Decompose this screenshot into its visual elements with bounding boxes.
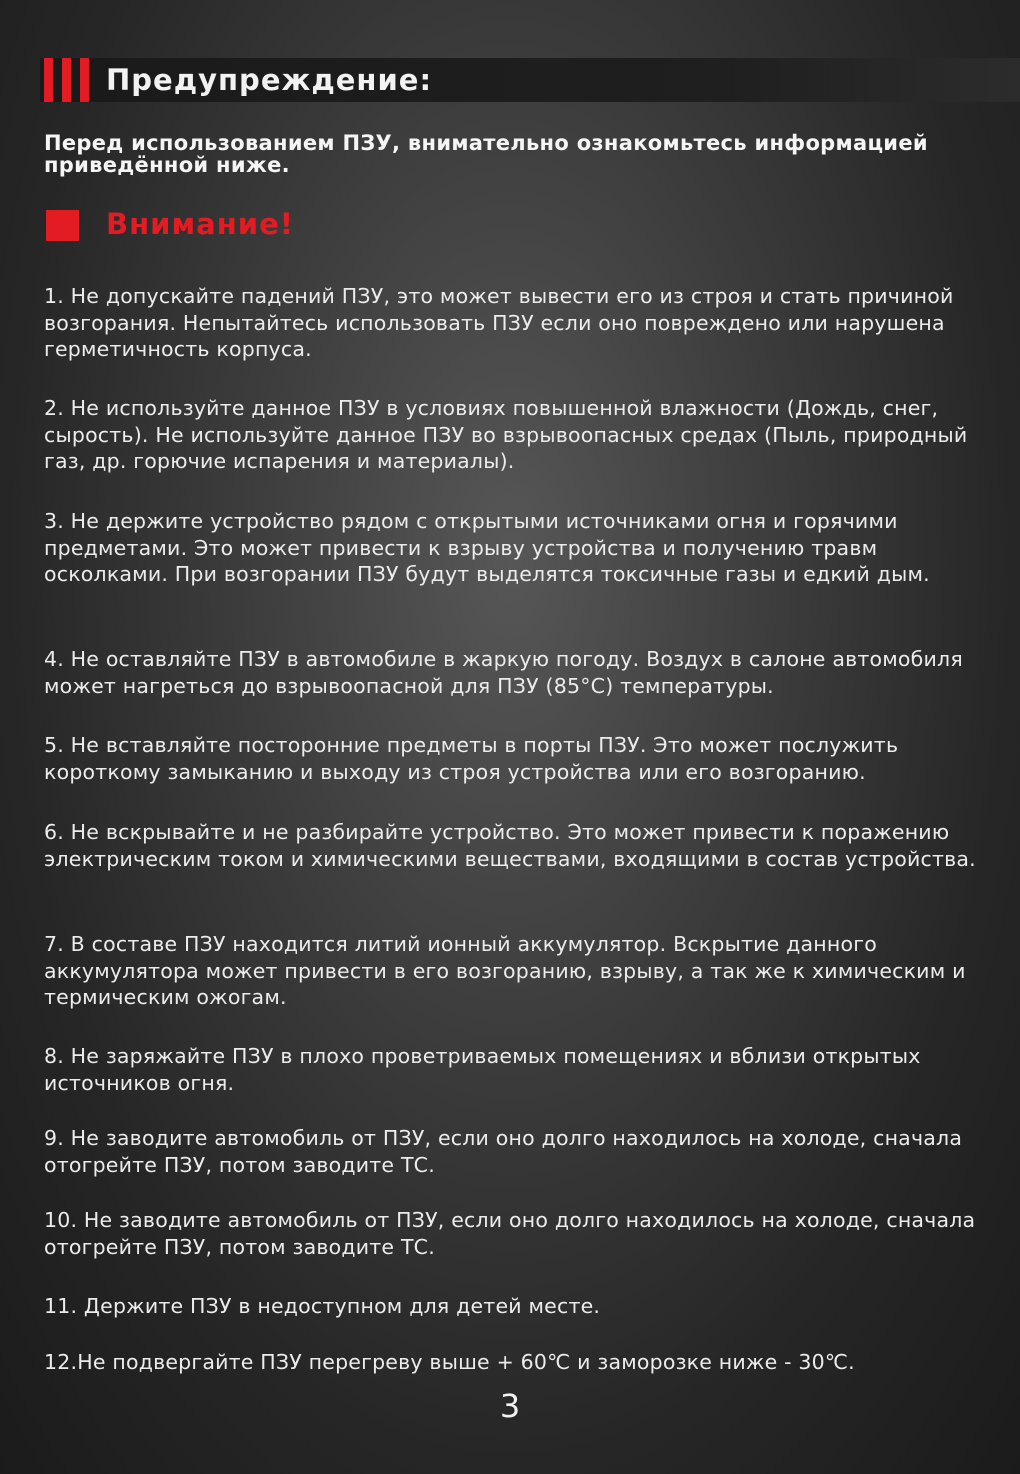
warning-item-9: 9. Не заводите автомобиль от ПЗУ, если оно долго находилось на холоде, сначала отогрейте ПЗУ, потом заводите ТС. <box>44 1126 963 1177</box>
warning-item-10: 10. Не заводите автомобиль от ПЗУ, если оно долго находилось на холоде, сначала отогрейте ПЗУ, потом заводите ТС. <box>44 1208 976 1259</box>
warning-item-5: 5. Не вставляйте посторонние предметы в порты ПЗУ. Это может послужить короткому замыканию и выходу из строя устройства или его возгоранию. <box>44 733 899 784</box>
stripe-1 <box>44 58 53 102</box>
warning-item-11: 11. Держите ПЗУ в недоступном для детей месте. <box>44 1294 601 1318</box>
warning-item-2: 2. Не используйте данное ПЗУ в условиях повышенной влажности (Дождь, снег, сырость). Не используйте данное ПЗУ во взрывоопасных средах (Пыль, природный газ, др. горючие испарения и материалы). <box>44 396 968 473</box>
warning-item-1: 1. Не допускайте падений ПЗУ, это может вывести его из строя и стать причиной возгорания. Непытайтесь использовать ПЗУ если оно повреждено или нарушена герметичность корпуса. <box>44 284 954 361</box>
warning-item-6: 6. Не вскрывайте и не разбирайте устройство. Это может привести к поражению электрическим током и химическими веществами, входящими в состав устройства. <box>44 820 976 871</box>
warning-item-12: 12.Не подвергайте ПЗУ перегреву выше + 60℃ и заморозке ниже - 30℃. <box>44 1350 855 1374</box>
warning-item-8: 8. Не заряжайте ПЗУ в плохо проветриваемых помещениях и вблизи открытых источников огня. <box>44 1044 921 1095</box>
stripe-3 <box>80 58 89 102</box>
warning-item-7: 7. В составе ПЗУ находится литий ионный аккумулятор. Вскрытие данного аккумулятора может привести в его возгоранию, взрыву, а так же к химическим и термическим ожогам. <box>44 932 966 1009</box>
section-title: Предупреждение: <box>106 63 433 97</box>
warning-item-3: 3. Не держите устройство рядом с открытыми источниками огня и горячими предметами. Это может привести к взрыву устройства и получению травм осколками. При возгорании ПЗУ будут выделятся токсичные газы и едкий дым. <box>44 509 930 586</box>
attention-square-icon <box>46 210 79 241</box>
attention-title: Внимание! <box>106 207 294 241</box>
intro-text: Перед использованием ПЗУ, внимательно ознакомьтесь информацией приведённой ниже. <box>44 131 928 177</box>
stripe-2 <box>62 58 71 102</box>
page-number: 3 <box>499 1387 521 1425</box>
warning-item-4: 4. Не оставляйте ПЗУ в автомобиле в жаркую погоду. Воздух в салоне автомобиля может нагреться до взрывоопасной для ПЗУ (85°С) температуры. <box>44 647 963 698</box>
